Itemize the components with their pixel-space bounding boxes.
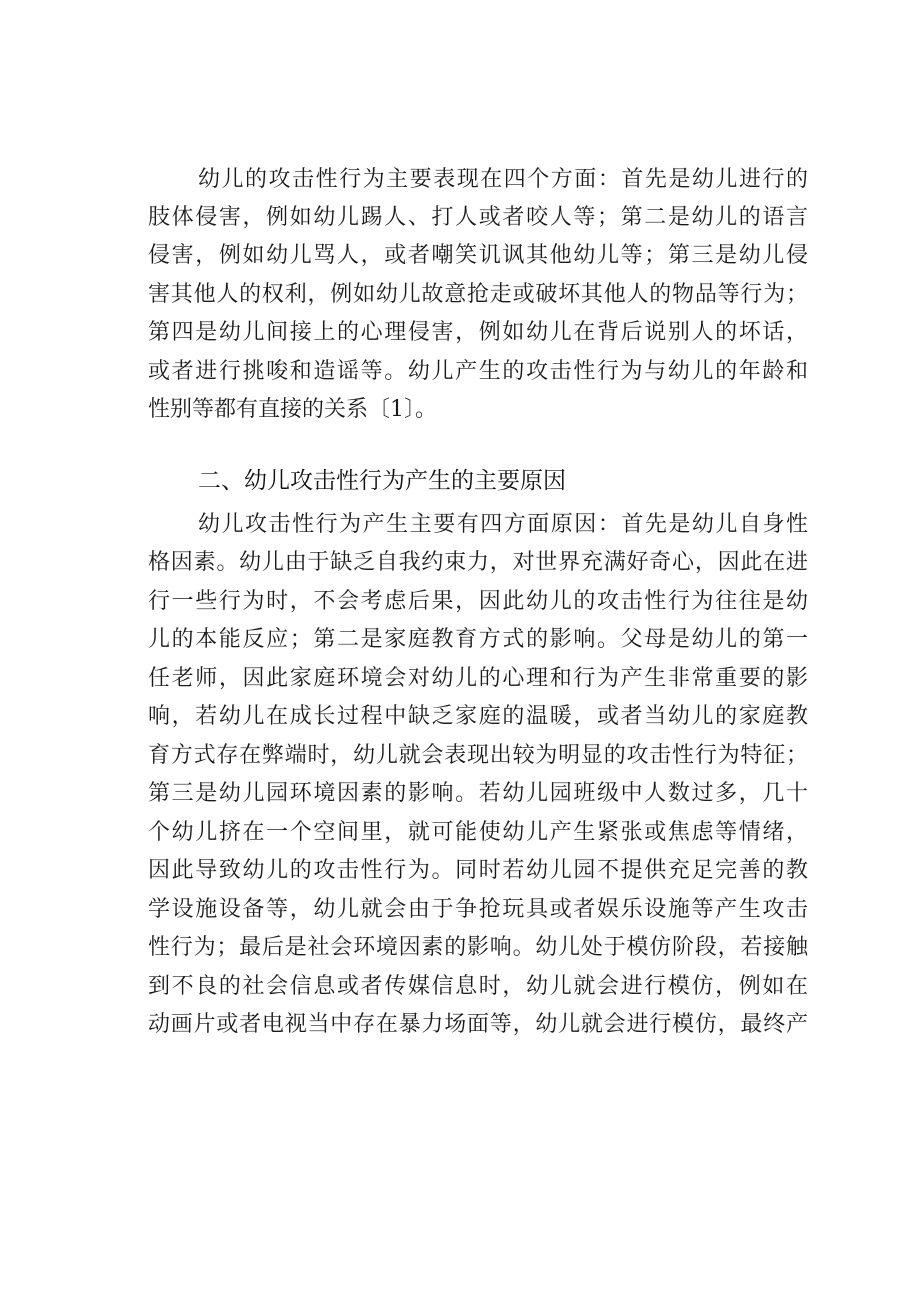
paragraph-2-line-12: 性行为；最后是社会环境因素的影响。幼儿处于模仿阶段，若接触 [148,935,808,960]
paragraph-2-line-5: 任老师，因此家庭环境会对幼儿的心理和行为产生非常重要的影 [148,666,808,691]
paragraph-2-line-7: 育方式存在弊端时，幼儿就会表现出较为明显的攻击性行为特征； [148,743,808,768]
paragraph-2-line-8: 第三是幼儿园环境因素的影响。若幼儿园班级中人数过多，几十 [148,781,808,806]
paragraph-2-line-3: 行一些行为时，不会考虑后果，因此幼儿的攻击性行为往往是幼 [148,589,808,614]
paragraph-1-line-5: 第四是幼儿间接上的心理侵害，例如幼儿在背后说别人的坏话， [148,320,808,345]
paragraph-2-line-6: 响，若幼儿在成长过程中缺乏家庭的温暖，或者当幼儿的家庭教 [148,704,808,729]
paragraph-1-line-7: 性别等都有直接的关系〔1〕。 [148,397,437,422]
paragraph-2-line-9: 个幼儿挤在一个空间里，就可能使幼儿产生紧张或焦虑等情绪， [148,820,808,845]
paragraph-2-line-4: 儿的本能反应；第二是家庭教育方式的影响。父母是幼儿的第一 [148,627,808,652]
section-heading: 二、幼儿攻击性行为产生的主要原因 [198,468,566,494]
paragraph-1-line-3: 侵害，例如幼儿骂人，或者嘲笑讥讽其他幼儿等；第三是幼儿侵 [148,243,808,268]
paragraph-1-line-6: 或者进行挑唆和造谣等。幼儿产生的攻击性行为与幼儿的年龄和 [148,359,808,384]
paragraph-1-line-4: 害其他人的权利，例如幼儿故意抢走或破坏其他人的物品等行为； [148,282,808,307]
paragraph-2-line-14: 动画片或者电视当中存在暴力场面等，幼儿就会进行模仿，最终产 [148,1012,808,1037]
paragraph-2-line-11: 学设施设备等，幼儿就会由于争抢玩具或者娱乐设施等产生攻击 [148,897,808,922]
paragraph-2-line-1: 幼儿攻击性行为产生主要有四方面原因：首先是幼儿自身性 [198,512,808,537]
paragraph-1-line-1: 幼儿的攻击性行为主要表现在四个方面：首先是幼儿进行的 [198,167,808,192]
paragraph-2-line-13: 到不良的社会信息或者传媒信息时，幼儿就会进行模仿，例如在 [148,974,808,999]
paragraph-2-line-10: 因此导致幼儿的攻击性行为。同时若幼儿园不提供充足完善的教 [148,858,808,883]
paragraph-2-line-2: 格因素。幼儿由于缺乏自我约束力，对世界充满好奇心，因此在进 [148,550,808,575]
paragraph-1-line-2: 肢体侵害，例如幼儿踢人、打人或者咬人等；第二是幼儿的语言 [148,205,808,230]
